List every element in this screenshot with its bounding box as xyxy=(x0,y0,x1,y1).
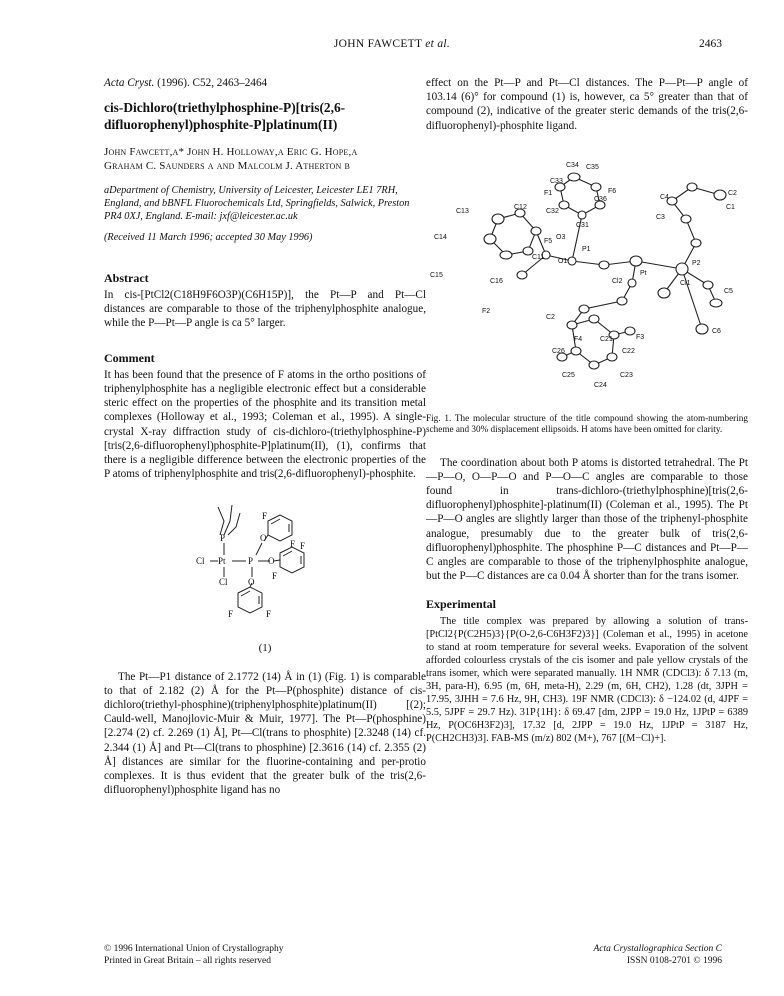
atom-label-f6: F6 xyxy=(608,187,617,195)
left-column xyxy=(104,76,426,797)
author-list: John Fawcett,a* John H. Holloway,a Eric G. Hope,a Graham C. Saunders a and Malcolm J. Atherton b xyxy=(104,146,358,173)
scheme-atom-f1: F xyxy=(262,511,268,522)
scheme-label: (1) xyxy=(258,642,272,655)
atom-label-c36: C36 xyxy=(594,195,607,203)
atom-label-f5: F5 xyxy=(544,237,553,245)
atom-label-c34: C34 xyxy=(566,161,579,169)
received-dates: (Received 11 March 1996; accepted 30 May 1996) xyxy=(104,231,313,243)
atom-label-c33: C33 xyxy=(550,177,563,185)
chemical-scheme xyxy=(104,499,426,635)
scheme-atom-f2: F xyxy=(290,539,296,550)
comment-text: It has been found that the presence of F atoms in the ortho positions of triphenylphosphite has a negligible electronic effect but a considerable steric effect on the properties of the phosphite and its transition metal complexes (Holloway et al., 1993; Coleman et al., 1995). A single-crystal X-ray diffraction study of cis-dichloro-(triethylphosphine-P)[tris(2,6-difluorophenyl)phosphite-P]platinum(II), (1), confirms that there is a negligible difference between the electronic properties of the P atoms of triphenylphosphite and tris(2,6-difluorophenyl)-phosphite. xyxy=(104,368,426,481)
atom-label-c35: C35 xyxy=(586,163,599,171)
atom-label-cl1: Cl1 xyxy=(680,279,691,287)
atom-label-c23: C23 xyxy=(620,371,633,379)
atom-label-c26: C26 xyxy=(552,347,565,355)
body-paragraph-continued: effect on the Pt—P and Pt—Cl distances. The P—Pt—P angle of 103.14 (6)° for compound (1) is, however, ca 5° greater than that of compound (2), indicative of the greater steric demands of the tris(2,6-difluorophenyl)-phosphite ligand. xyxy=(426,77,748,132)
atom-label-c2: C2 xyxy=(728,189,737,197)
atom-label-c11: C11 xyxy=(532,253,545,261)
scheme-atom-f5: F xyxy=(228,609,234,620)
atom-label-c22: C22 xyxy=(622,347,635,355)
atom-label-c12: C12 xyxy=(514,203,527,211)
atom-label-p1: P1 xyxy=(582,245,591,253)
running-head xyxy=(0,38,784,54)
atom-label-c13: C13 xyxy=(456,207,469,215)
experimental-text: The title complex was prepared by allowing a solution of trans-[PtCl2{P(C2H5)3}{P(O-2,6-C6H3F2)3}] (Coleman et al., 1995) in acetone to stand at room temperature for several weeks. Evaporation of the solvent afforded colourless crystals of the cis isomer and pale yellow crystals of the trans isomer, which were separated manually. 1H NMR (CDCl3): δ 7.13 (m, 3H, para-H), 6.95 (m, 6H, meta-H), 2.29 (m, 6H, CH2), 1.28 (dt, 3JPH = 17.95, 3JHH = 7.6 Hz, 9H, CH3). 19F NMR (CDCl3): δ −124.02 (d, 4JPF = 5.5, 5JPF = 29.7 Hz). 31P{1H}: δ 69.47 [dm, 2JPP = 19.0 Hz, 1JPtP = 6389 Hz, P(OC6H3F2)3], 17.32 [d, 2JPP = 19.0 Hz, 1JPtP = 3187 Hz, P(CH2CH3)3]. FAB-MS (m/z) 802 (M+), 767 [(M−Cl)+]. xyxy=(426,615,748,744)
scheme-atom-p: P xyxy=(220,533,226,544)
scheme-atom-f6: F xyxy=(266,609,272,620)
scheme-atom-o3: O xyxy=(248,577,255,588)
scheme-structure xyxy=(196,499,336,635)
atom-label-c14: C14 xyxy=(434,233,447,241)
atom-label-c25: C25 xyxy=(562,371,575,379)
atom-label-o1: O1 xyxy=(558,257,568,265)
atom-label-p2: P2 xyxy=(692,259,701,267)
atom-label-c1: C1 xyxy=(726,203,735,211)
atom-label-pt: Pt xyxy=(640,269,647,277)
scheme-atom-p2: P xyxy=(248,556,254,567)
comment-heading: Comment xyxy=(104,350,155,365)
atom-label-f4: F4 xyxy=(574,335,583,343)
scheme-atom-cl-left: Cl xyxy=(196,556,205,567)
body-paragraph-2: The Pt—P1 distance of 2.1772 (14) Å in (1) (Fig. 1) is comparable to that of 2.182 (2) Å for the Pt—P(phosphite) distance of cis-dichloro(triethyl-phosphine)(triphenylphosphite)platinum(II) [(2); Cauld-well, Manojlovic-Muir & Muir, 1977]. The Pt—P(phosphine) [2.274 (2) cf. 2.269 (1) Å], Pt—Cl(trans to phosphite) [2.3248 (14) cf. 2.344 (1) Å] and Pt—Cl(trans to phosphine) [2.3616 (14) cf. 2.355 (2) Å] distances are similar for the fluorine-containing and per-protio complexes. It is thus evident that the greater bulk of the tris(2,6-difluorophenyl)phosphite ligand has no xyxy=(104,670,426,797)
running-head-author: JOHN FAWCETT et al. xyxy=(333,38,451,50)
scheme-atom-f4: F xyxy=(272,571,278,582)
footer-copyright: © 1996 International Union of Crystallography Printed in Great Britain – all rights reserved xyxy=(104,944,284,966)
atom-label-f1: F1 xyxy=(544,189,553,197)
atom-label-c5: C5 xyxy=(724,287,733,295)
atom-label-c21: C21 xyxy=(600,335,613,343)
atom-label-c32: C32 xyxy=(546,207,559,215)
experimental-heading: Experimental xyxy=(426,597,496,612)
scheme-atom-f3: F xyxy=(300,541,306,552)
scheme-atom-pt: Pt xyxy=(218,556,226,567)
scheme-atom-o1: O xyxy=(260,533,267,544)
affiliation: aDepartment of Chemistry, University of Leicester, Leicester LE1 7RH, England, and bBNFL Fluorochemicals Ltd, Springfields, Salwick, Preston PR4 0XJ, England. E-mail: jxf@leicester.ac.uk xyxy=(104,184,410,222)
abstract-heading: Abstract xyxy=(104,270,149,285)
atom-label-cl2: Cl2 xyxy=(612,277,623,285)
figure-1 xyxy=(426,143,748,405)
figure-caption: Fig. 1. The molecular structure of the title compound showing the atom-numbering scheme and 30% displacement ellipsoids. H atoms have been omitted for clarity. xyxy=(426,412,748,435)
atom-label-f3: F3 xyxy=(636,333,645,341)
body-paragraph-coordination: The coordination about both P atoms is distorted tetrahedral. The Pt—P—O, O—P—O and P—O—C angles are comparable to those found in trans-dichloro-(triethylphosphine)[tris(2,6-difluorophenyl)phosphite]-platinum(II) (Coleman et al., 1995). The Pt—P—O angles are slightly larger than those of the triphenyl-phosphite analogue, presumably due to the greater bulk of tris(2,6-difluorophenyl)phosphite. The phosphine P—C distances and Pt—P—C angles are comparable to those of the triphenylphosphite analogue, but the P—C distances are ca 0.04 Å shorter than for the trans isomer. xyxy=(426,456,748,583)
article-title: cis-Dichloro(triethylphosphine-P)[tris(2,6- difluorophenyl)phosphite-P]platinum(II) xyxy=(104,100,346,132)
atom-label-c3: C3 xyxy=(656,213,665,221)
atom-label-o3: O3 xyxy=(556,233,566,241)
atom-label-c6: C6 xyxy=(712,327,721,335)
citation: Acta Cryst. (1996). C52, 2463–2464 xyxy=(104,77,268,89)
atom-label-c4: C4 xyxy=(660,193,669,201)
scheme-atom-cl-bottom: Cl xyxy=(219,577,228,588)
atom-label-c2-ring: C2 xyxy=(546,313,555,321)
atom-label-c31: C31 xyxy=(576,221,589,229)
scheme-atom-o2: O xyxy=(268,556,275,567)
atom-label-c24: C24 xyxy=(594,381,607,389)
atom-label-c15: C15 xyxy=(430,271,443,279)
atom-label-c16: C16 xyxy=(490,277,503,285)
right-column xyxy=(426,76,748,745)
page-number: 2463 xyxy=(699,38,722,50)
abstract-text: In cis-[PtCl2(C18H9F6O3P)(C6H15P)], the Pt—P and Pt—Cl distances are comparable to those of the triphenylphosphite analogue, while the P—Pt—P angle is ca 5° larger. xyxy=(104,289,426,330)
ortep-structure xyxy=(426,143,748,405)
atom-label-f2: F2 xyxy=(482,307,491,315)
footer-journal: Acta Crystallographica Section C ISSN 0108-2701 © 1996 xyxy=(593,944,722,966)
